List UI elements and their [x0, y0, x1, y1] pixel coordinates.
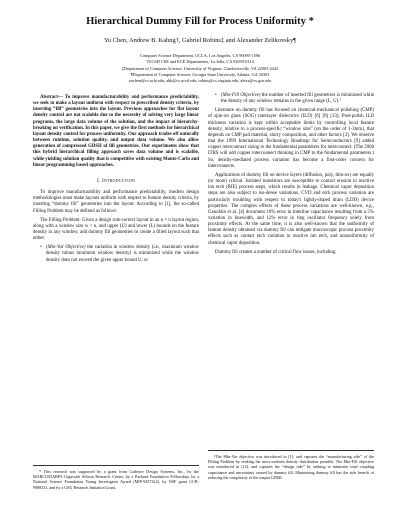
author-list: Yu Chen, Andrew B. Kahng†, Gabriel Robins‡ and Alexander Zelikovsky¶: [103, 37, 297, 44]
body-paragraph: Literature on dummy fill has focused on chemical-mechanical polishing (CMP) of spin-on glass (SOG) interlayer dielectrics (ILD) [6] [8] [13]. Post-polish ILD thickness variation is kept within acceptable limits by controlling local feature density, relative to a process-specific “window size” (on the order of 1-3mm), that depends on CMP pad material, slurry composition, and other factors [3]. We observe that the 1999 International Technology Roadmap for Semiconductors [9] added copper interconnect sizing to the fundamental parameters for interconnect. (The 2000 ITRS will add copper interconnect thinning in CMP to the fundamental parameters.) So, density-mediated process variation has become a first-order concern for interconnects.: [208, 108, 374, 169]
affiliation-line: ¶Department of Computer Science, Georgia State University, Atlanta, GA 30303: [130, 71, 270, 77]
body-paragraph: To improve manufacturability and performance predictability, modern design methodologies must make layouts uniform with respect to feature density criteria, by inserting “dummy fill” geometries into the layout. According to [1], the so-called Filling Problem may be defined as follows:: [33, 190, 199, 214]
objective-list: [208, 93, 374, 105]
affiliation-line: †UCSD CSE and ECE Departments, La Jolla, CA 92093-0114: [146, 59, 254, 65]
objective-text: the number of inserted fill geometries is minimized while the density of any window remains in the given range (L, U).¹: [221, 93, 375, 105]
objective-text: the variation in window density (i.e., maximum window density minus minimum window density) is minimized while the window density does not exceed the given upper bound U; or: [46, 245, 199, 263]
abstract: Abstract— To improve manufacturability and performance predictability, we seek to make a layout uniform with respect to prescribed density criteria, by inserting “fill” geometries into the layout. Previous approaches for flat layout density control are not scalable due to the necessity of solving very large linear programs, the large data volume of the solution, and the impact of hierarchy-breaking on verification. In this paper, we give the first methods for hierarchical layout density control for process uniformity. Our approach trades off naturally between runtime, solution quality, and output data volume. We also allow generation of compressed GDSII of fill geometries. Our experiments show that this hybrid hierarchical filling approach saves data volume and is scalable, while yielding solution quality that is competitive with existing Monte-Carlo and linear programming based approaches.: [33, 95, 199, 168]
objective-list: [33, 245, 199, 263]
affiliation-line: Computer Science Department, UCLA, Los Angeles, CA 90095-1596: [139, 53, 261, 58]
author-emails: yuchen@cs.ucla.edu, abk@cs.ucsd.edu, robins@cs.virginia.edu, alexz@cs.gsu.edu: [128, 78, 272, 84]
body-paragraph: Applications of dummy fill on device layers (diffusion, poly, thin-ox) are equally (or more) critical. Isolated transistors are susceptible to contact erosion in reactive ion etch (RIE) process steps, which results in leakage. Chemical vapor deposition steps are also subject to iso-dense variations. CVD and etch process variation are particularly troubling with respect to today's lightly-doped drain (LDD) device properties. The complex effects of these process variations are well-known, e.g., Ganofalo et al. [4] document 10% error in interline capacitance resulting from a 5% variation in linewidth, and 12% error in ring oscillator frequency solely from proximity effects. At the same time, it is also well-known that the uniformity of feature density obtained via dummy fill can mitigate macroscopic process proximity effects such as contact etch variation in reactive ion etch, and nonuniformity of chemical vapor deposition.: [208, 172, 374, 246]
objective-label: (Min-Fill Objective): [221, 93, 261, 98]
section-heading: I. Introduction: [96, 177, 136, 184]
right-column: [208, 93, 374, 259]
funding-footnote: [33, 465, 199, 490]
list-item: [41, 245, 199, 263]
body-paragraph: The Filling Problem: Given a design rule-correct layout in an n × n layout region, along with a window size w < n, and upper (U) and lower (L) bounds on the feature density in any window, add dummy fill geometries to create a filled layout such that either:: [33, 217, 199, 242]
footnote-text: * This research was supported by a grant from Cadence Design Systems, Inc., by the MARCO/DARPA Gigascale Silicon Research Center, by a Packard Foundation Fellowship, by a National Science Foundation Young Investigator Award (MIP-9457412), by NSF grant CCR-9988331, and by a GSU Research Initiation Grant.: [33, 469, 199, 490]
list-item: [216, 93, 374, 105]
paper-title: Hierarchical Dummy Fill for Process Uniformity *: [86, 16, 314, 27]
objective-footnote: [208, 450, 374, 480]
footnote-text: ¹The Min-Var objective was introduced in [1], and captures the “manufacturing side” of the Filling Problem by seeking the most uniform density distribution possible. The Min-Fill objective was introduced in [12], and captures the “design side” by seeking to minimize total coupling capacitance and uncertainty caused by dummy fill. Minimizing dummy fill has the side benefit of reducing the complexity of the output GDSII.: [208, 454, 374, 480]
affiliations: [0, 53, 400, 84]
affiliation-line: ‡Department of Computer Science, University of Virginia, Charlottesville, VA 22903-2442: [121, 65, 279, 71]
left-column: [33, 95, 199, 267]
body-paragraph: Dummy fill creates a number of critical flow issues, including:: [215, 249, 337, 255]
objective-label: (Min-Var Objective): [46, 245, 86, 251]
